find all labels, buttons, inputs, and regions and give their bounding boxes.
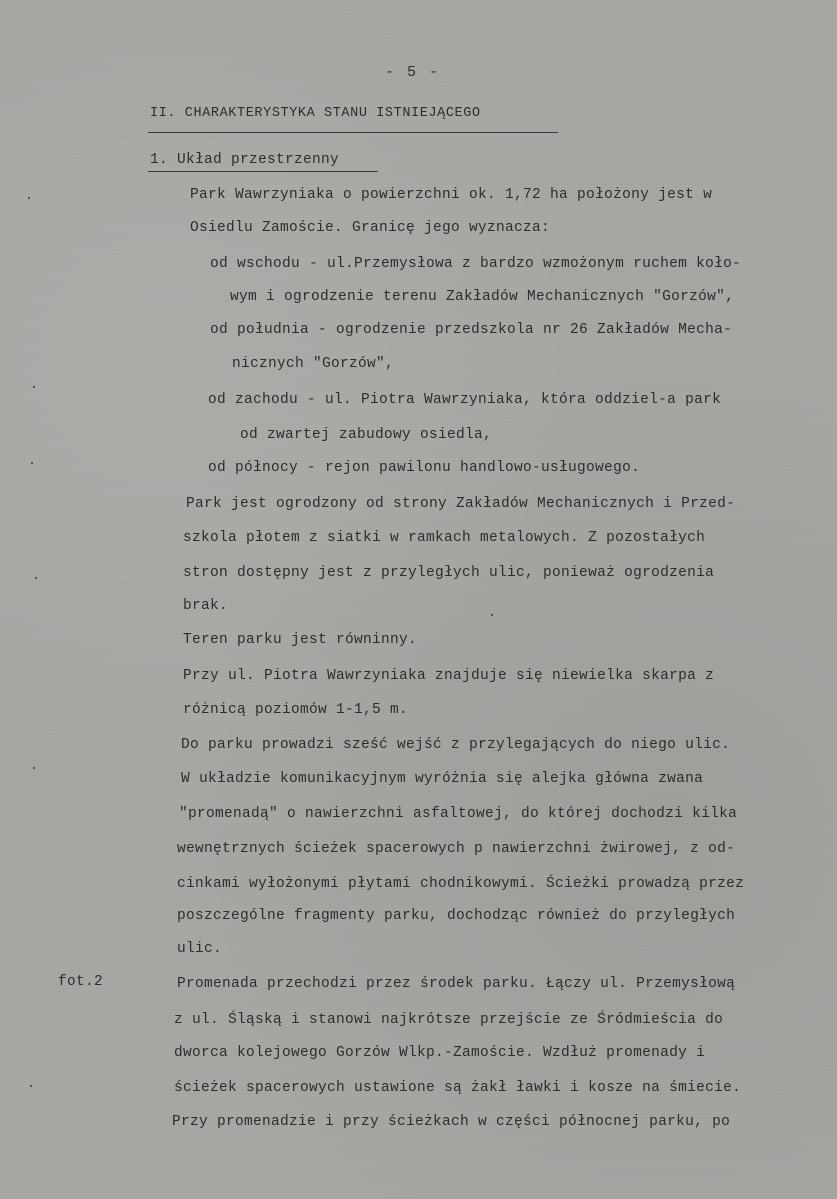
body-line: "promenadą" o nawierzchni asfaltowej, do której dochodzi kilka <box>179 806 738 822</box>
body-line: cinkami wyłożonymi płytami chodnikowymi. Ścieżki prowadzą przez <box>177 876 745 892</box>
subsection-title-underline <box>148 171 378 172</box>
body-line: wym i ogrodzenie terenu Zakładów Mechanicznych "Gorzów", <box>230 289 735 305</box>
body-line: z ul. Śląską i stanowi najkrótsze przejście ze Śródmieścia do <box>174 1012 724 1028</box>
body-line: dworca kolejowego Gorzów Wlkp.-Zamoście. Wzdłuż promenady i <box>174 1045 706 1061</box>
body-line: od zachodu - ul. Piotra Wawrzyniaka, która oddziel-a park <box>208 392 722 408</box>
body-line: brak. <box>183 598 229 614</box>
section-title: II. CHARAKTERYSTYKA STANU ISTNIEJĄCEGO <box>150 106 481 121</box>
body-line: nicznych "Gorzów", <box>232 356 395 372</box>
body-line: od południa - ogrodzenie przedszkola nr 26 Zakładów Mecha- <box>210 322 733 338</box>
subsection-title: 1. Układ przestrzenny <box>150 152 340 168</box>
body-line: Osiedlu Zamoście. Granicę jego wyznacza: <box>190 220 551 236</box>
body-line: Do parku prowadzi sześć wejść z przylegających do niego ulic. <box>181 737 731 753</box>
body-line: Teren parku jest równinny. <box>183 632 418 648</box>
body-line: Park jest ogrodzony od strony Zakładów Mechanicznych i Przed- <box>186 496 736 512</box>
paper-speck <box>30 1085 32 1087</box>
body-line: od wschodu - ul.Przemysłowa z bardzo wzmożonym ruchem koło- <box>210 256 742 272</box>
body-line: od północy - rejon pawilonu handlowo-usługowego. <box>208 460 641 476</box>
paper-speck <box>31 462 33 464</box>
paper-speck <box>28 197 30 199</box>
body-line: Przy ul. Piotra Wawrzyniaka znajduje się niewielka skarpa z <box>183 668 715 684</box>
section-title-underline <box>148 132 558 133</box>
body-line: Park Wawrzyniaka o powierzchni ok. 1,72 ha położony jest w <box>190 187 713 203</box>
body-line: W układzie komunikacyjnym wyróżnia się alejka główna zwana <box>181 771 704 787</box>
body-line: wewnętrznych ścieżek spacerowych p nawierzchni żwirowej, z od- <box>177 841 736 857</box>
body-line: Promenada przechodzi przez środek parku. Łączy ul. Przemysłową <box>177 976 736 992</box>
body-line: od zwartej zabudowy osiedla, <box>240 427 493 443</box>
paper-speck <box>33 386 35 388</box>
paper-speck <box>35 577 37 579</box>
margin-note-photo-ref: fot.2 <box>58 974 104 990</box>
body-line: szkola płotem z siatki w ramkach metalowych. Z pozostałych <box>183 530 706 546</box>
body-line: ulic. <box>177 941 223 957</box>
body-line: ścieżek spacerowych ustawione są żakł ławki i kosze na śmiecie. <box>174 1080 742 1096</box>
page-number: - 5 - <box>385 64 441 81</box>
paper-speck <box>33 767 35 769</box>
body-line: poszczególne fragmenty parku, dochodząc również do przyległych <box>177 908 736 924</box>
body-line: Przy promenadzie i przy ścieżkach w części północnej parku, po <box>172 1114 731 1130</box>
body-line: różnicą poziomów 1-1,5 m. <box>183 702 409 718</box>
body-line: stron dostępny jest z przyległych ulic, ponieważ ogrodzenia <box>183 565 715 581</box>
paper-speck <box>491 614 493 616</box>
